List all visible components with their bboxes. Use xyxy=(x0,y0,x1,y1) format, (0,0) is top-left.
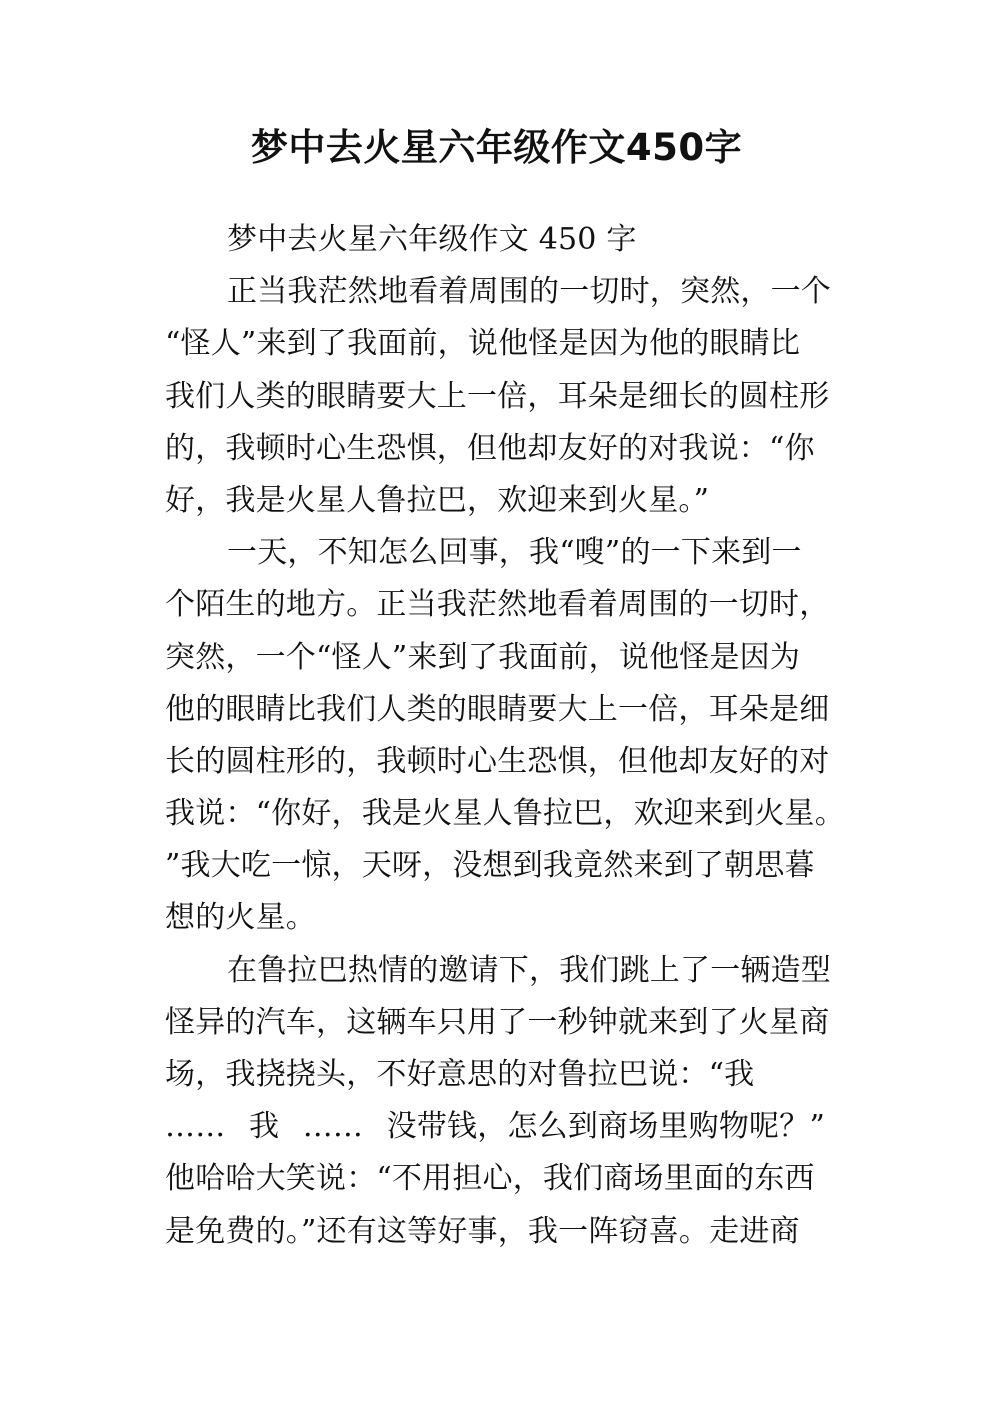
body-line: 是免费的。”还有这等好事，我一阵窃喜。走进商 xyxy=(165,1213,800,1249)
body-line: 场，我挠挠头，不好意思的对鲁拉巴说：“我 xyxy=(165,1057,755,1092)
body-line: 突然，一个“怪人”来到了我面前，说他怪是因为 xyxy=(165,639,801,675)
body-line: 他的眼睛比我们人类的眼睛要大上一倍，耳朵是细 xyxy=(165,691,830,727)
body-line: 在鲁拉巴热情的邀请下，我们跳上了一辆造型 xyxy=(227,952,831,988)
body-line: 个陌生的地方。正当我茫然地看着周围的一切时， xyxy=(165,587,830,623)
body-line: 梦中去火星六年级作文 450 字 xyxy=(227,222,637,257)
body-text-fragment: 没带钱，怎么到商场里购物呢？” xyxy=(386,1109,825,1145)
body-line: 他哈哈大笑说：“不用担心，我们商场里面的东西 xyxy=(165,1161,815,1197)
body-line: 的，我顿时心生恐惧，但他却友好的对我说：“你 xyxy=(165,430,815,466)
body-line: 我说：“你好，我是火星人鲁拉巴，欢迎来到火星。 xyxy=(165,796,845,832)
body-line: 一天，不知怎么回事，我“嗖”的一下来到一 xyxy=(227,535,802,571)
document-body xyxy=(165,214,845,1258)
body-line: ”我大吃一惊，天呀，没想到我竟然来到了朝思暮 xyxy=(165,848,815,884)
body-line: 正当我茫然地看着周围的一切时，突然，一个 xyxy=(227,274,831,310)
document-title: 梦中去火星六年级作文450字 xyxy=(250,126,743,169)
body-line: 怪异的汽车，这辆车只用了一秒钟就来到了火星商 xyxy=(165,1004,830,1040)
body-line: 长的圆柱形的，我顿时心生恐惧，但他却友好的对 xyxy=(165,743,830,779)
ellipsis-text: …… xyxy=(165,1109,226,1145)
body-line: “怪人”来到了我面前，说他怪是因为他的眼睛比 xyxy=(165,326,801,362)
body-line: 好，我是火星人鲁拉巴，欢迎来到火星。” xyxy=(165,482,710,518)
ellipsis-text: …… xyxy=(302,1109,364,1145)
body-text-fragment: 我 xyxy=(248,1109,280,1145)
body-line: 想的火星。 xyxy=(165,900,316,936)
body-line: 我们人类的眼睛要大上一倍，耳朵是细长的圆柱形 xyxy=(165,378,830,414)
body-line-spread xyxy=(165,1101,825,1153)
